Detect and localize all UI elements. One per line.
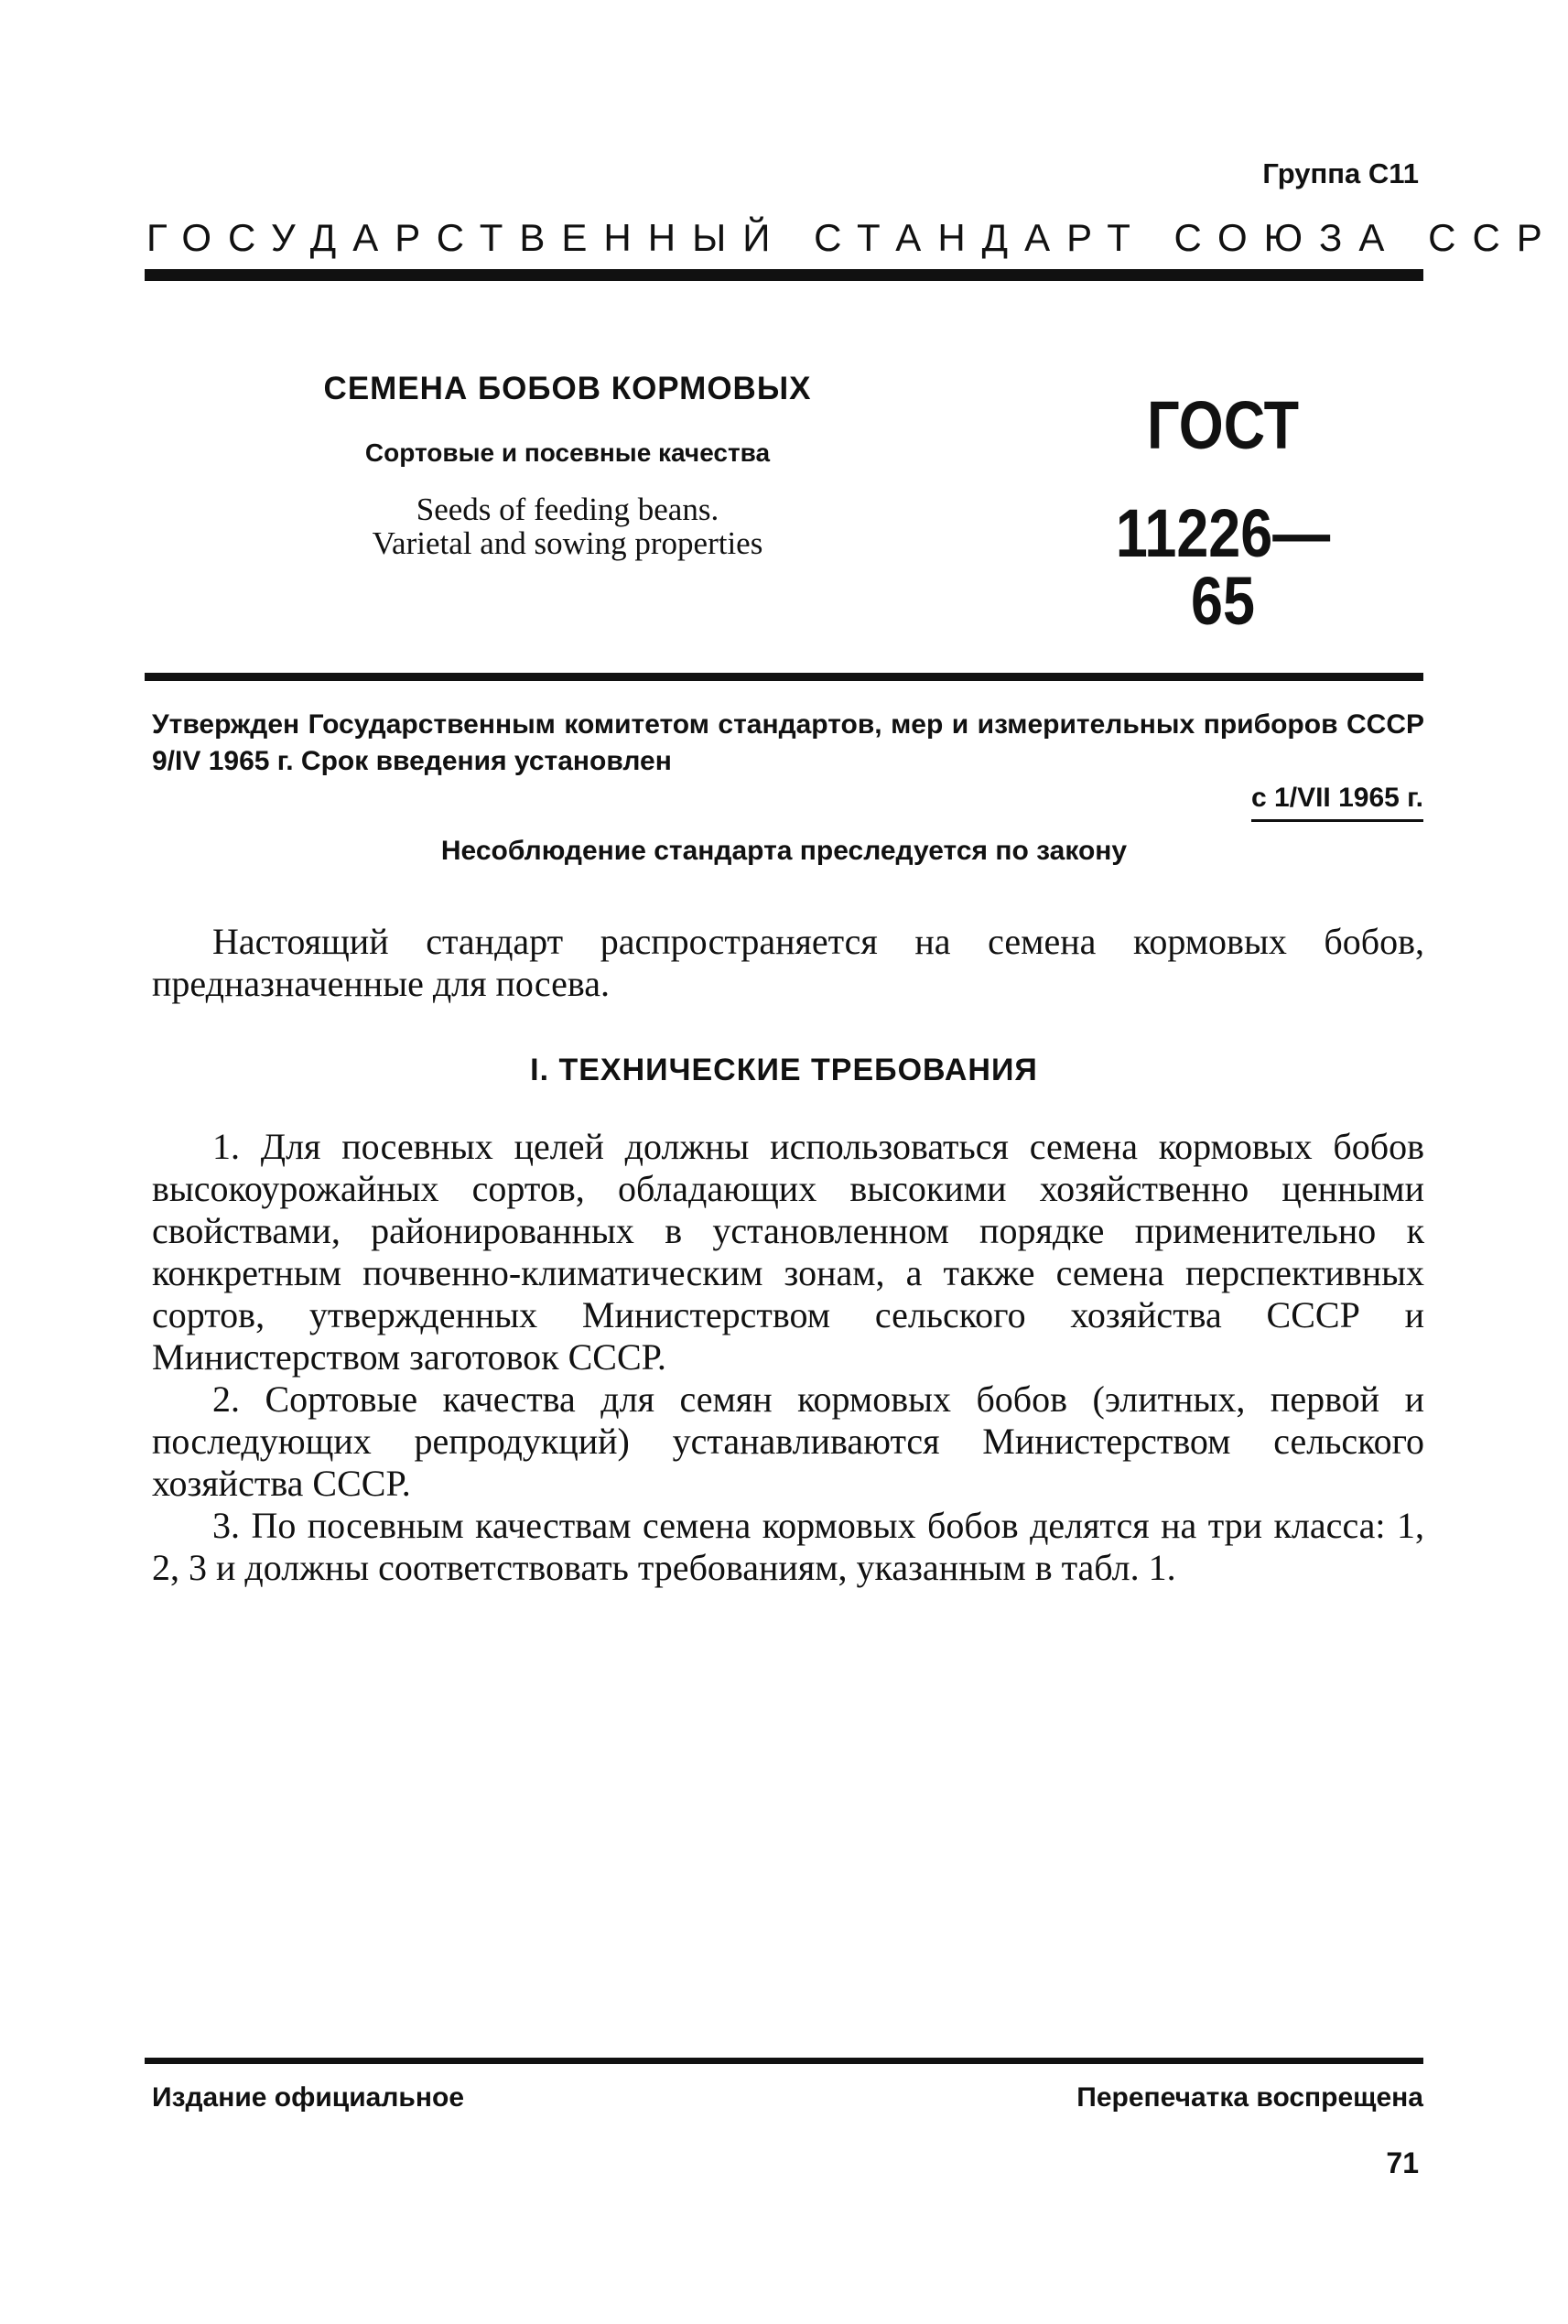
middle-divider	[145, 673, 1423, 681]
legal-warning: Несоблюдение стандарта преследуется по закону	[440, 836, 1128, 866]
reprint-prohibited-label: Перепечатка воспрещена	[1076, 2082, 1423, 2113]
state-standard-title: ГОСУДАРСТВЕННЫЙ СТАНДАРТ СОЮЗА ССР	[146, 216, 1559, 259]
intro-paragraph: Настоящий стандарт распространяется на семена кормовых бобов, предназначенные для посева.	[152, 921, 1424, 1004]
requirement-paragraph-1: 1. Для посевных целей должны использоваться семена кормовых бобов высокоурожайных сортов, обладающих высокими хозяйственно ценными свойствами, районированных в установленном порядке применительно к конкретным почвенно-климатическим зонам, а также семена перспективных сортов, утвержденных Министерством сельского хозяйства СССР и Министерством заготовок СССР.	[152, 1126, 1424, 1378]
gost-label: ГОСТ	[1146, 387, 1300, 463]
title-en	[311, 493, 824, 561]
title-en-line-2: Varietal and sowing properties	[372, 524, 763, 561]
effective-date: с 1/VII 1965 г.	[1251, 783, 1423, 822]
gost-number: 11226—65	[1115, 495, 1331, 639]
subtitle-ru: Сортовые и посевные качества	[364, 438, 771, 467]
requirement-paragraph-2: 2. Сортовые качества для семян кормовых бобов (элитных, первой и последующих репродукций) устанавливаются Министерством сельского хозяйства СССР.	[152, 1378, 1424, 1504]
group-label: Группа С11	[1262, 157, 1419, 189]
page-number: 71	[1386, 2146, 1419, 2179]
gost-designation	[1095, 387, 1351, 639]
approval-text: Утвержден Государственным комитетом стандартов, мер и измерительных приборов СССР 9/IV 1965 г. Срок введения установлен	[152, 709, 1424, 776]
requirement-paragraph-3: 3. По посевным качествам семена кормовых бобов делятся на три класса: 1, 2, 3 и должны соответствовать требованиям, указанным в табл. 1.	[152, 1505, 1424, 1588]
footer-divider	[145, 2058, 1423, 2064]
official-edition-label: Издание официальное	[152, 2082, 465, 2113]
document-title-block	[311, 371, 824, 561]
section-heading: I. ТЕХНИЧЕСКИЕ ТРЕБОВАНИЯ	[530, 1053, 1038, 1087]
title-en-line-1: Seeds of feeding beans.	[416, 492, 719, 527]
top-divider	[145, 269, 1423, 281]
requirements-list	[152, 1126, 1424, 1589]
title-ru: СЕМЕНА БОБОВ КОРМОВЫХ	[323, 371, 812, 406]
